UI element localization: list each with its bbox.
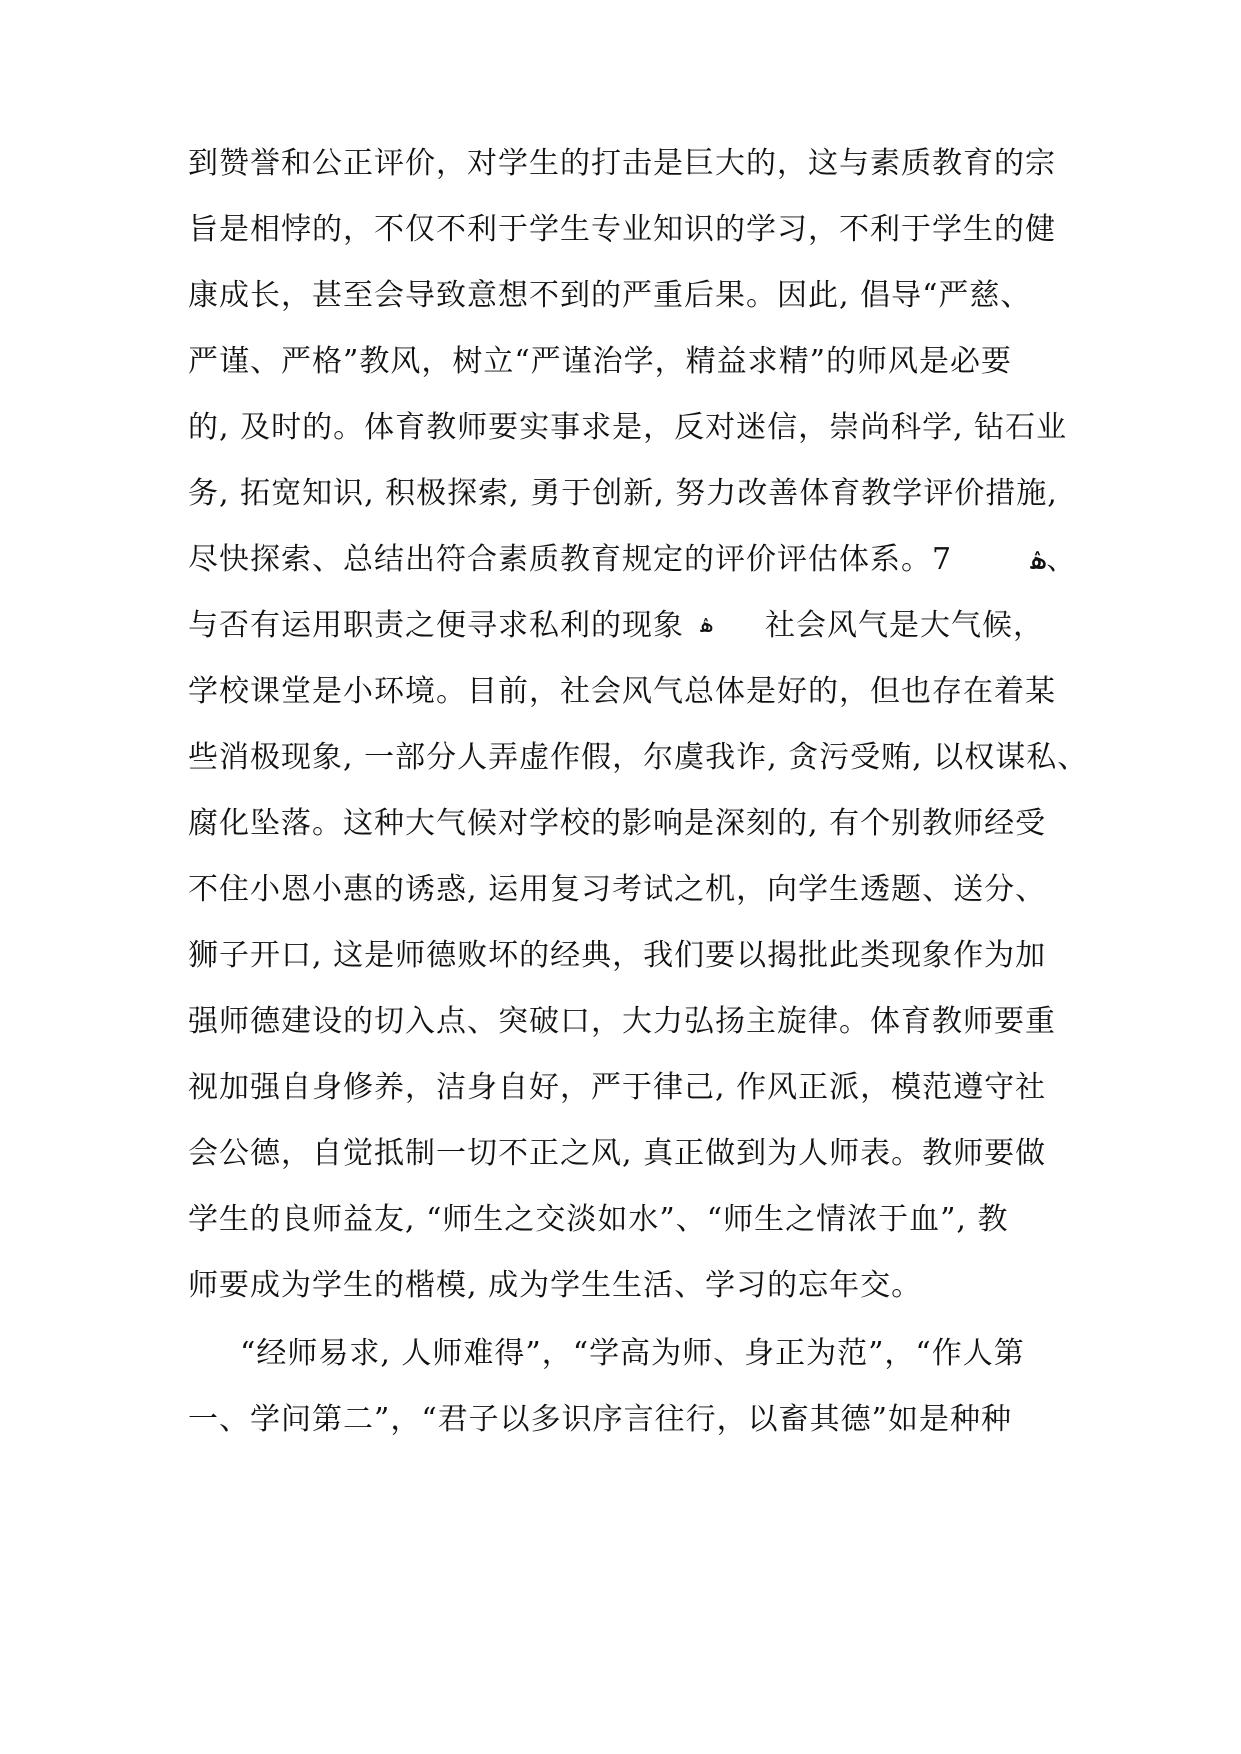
paragraph-line: 旨是相悖的，不仅不利于学生专业知识的学习，不利于学生的健 <box>188 212 1056 247</box>
paragraph-line: 些消极现象, 一部分人弄虚作假，尔虞我诈, 贪污受贿, 以权谋私、 <box>188 740 1089 775</box>
paragraph-first-line: “经师易求, 人师难得”，“学高为师、身正为范”，“作人第 <box>240 1336 1025 1371</box>
stray-glyph: ۿ、 <box>1030 543 1075 576</box>
paragraph-line: 师要成为学生的楷模, 成为学生生活、学习的忘年交。 <box>188 1268 923 1303</box>
paragraph-line: 腐化坠落。这种大气候对学校的影响是深刻的, 有个别教师经受 <box>188 806 1047 841</box>
paragraph-line: 的, 及时的。体育教师要实事求是，反对迷信，崇尚科学, 钻石业 <box>188 410 1068 445</box>
paragraph-line: 一、学问第二”，“君子以多识序言往行，以畜其德”如是种种 <box>188 1402 1013 1437</box>
paragraph-line-continuation: 社会风气是大气候， <box>765 608 1044 643</box>
paragraph-line: 尽快探索、总结出符合素质教育规定的评价评估体系。7 <box>188 542 953 577</box>
paragraph-line: 不住小恩小惠的诱惑, 运用复习考试之机，向学生透题、送分、 <box>188 872 1047 907</box>
paragraph-line: 会公德，自觉抵制一切不正之风, 真正做到为人师表。教师要做 <box>188 1136 1047 1171</box>
paragraph-line: 与否有运用职责之便寻求私利的现象 <box>188 608 684 643</box>
paragraph-line: 强师德建设的切入点、突破口，大力弘扬主旋律。体育教师要重 <box>188 1004 1056 1039</box>
stray-glyph: ۿ <box>700 613 713 638</box>
paragraph-line: 狮子开口, 这是师德败坏的经典，我们要以揭批此类现象作为加 <box>188 938 1047 973</box>
paragraph-line: 学生的良师益友, “师生之交淡如水”、“师生之情浓于血”, 教 <box>188 1202 1009 1237</box>
paragraph-line: 学校课堂是小环境。目前，社会风气总体是好的，但也存在着某 <box>188 674 1056 709</box>
paragraph-line: 严谨、严格”教风，树立“严谨治学，精益求精”的师风是必要 <box>188 344 1013 379</box>
paragraph-line: 视加强自身修养，洁身自好，严于律己, 作风正派，模范遵守社 <box>188 1070 1047 1105</box>
paragraph-line: 康成长，甚至会导致意想不到的严重后果。因此, 倡导“严慈、 <box>188 278 1032 313</box>
paragraph-line: 到赞誉和公正评价，对学生的打击是巨大的，这与素质教育的宗 <box>188 146 1056 181</box>
paragraph-line: 务, 拓宽知识, 积极探索, 勇于创新, 努力改善体育教学评价措施, <box>188 476 1058 511</box>
